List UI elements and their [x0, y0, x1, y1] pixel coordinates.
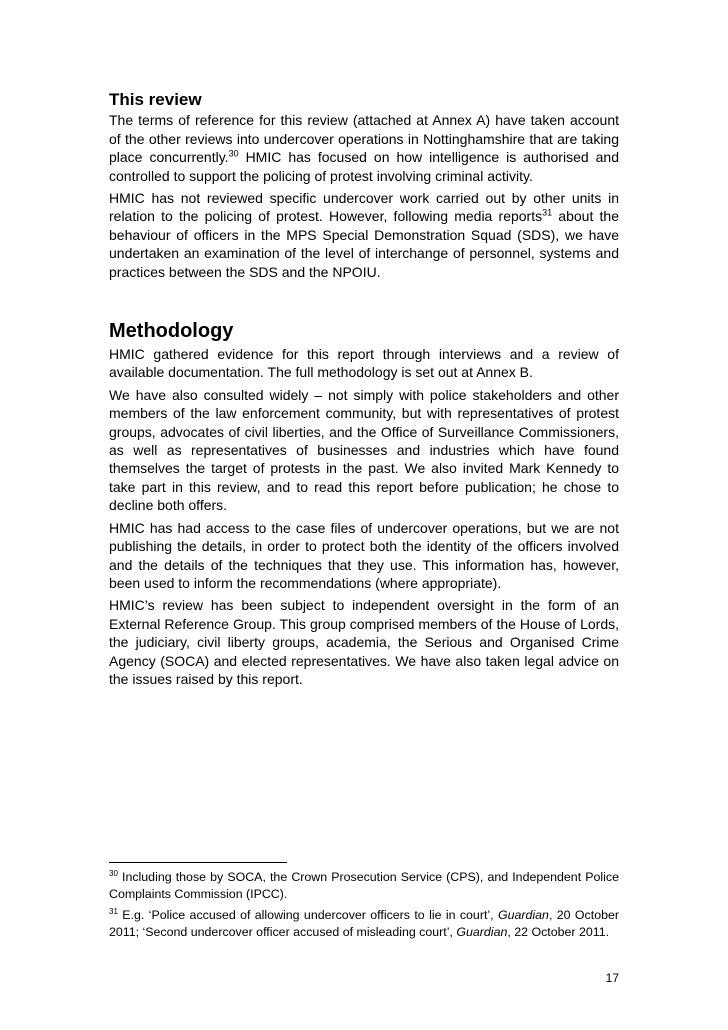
paragraph-terms-of-reference — [109, 111, 619, 185]
footnote-ref-31: 31 — [542, 207, 553, 218]
paragraph-text: about the behaviour of officers in the MPS Special Demonstration Squad (SDS), we have undertaken an examination of the level of interchange of personnel, systems and practices between the SDS and the NPOIU. — [109, 208, 619, 280]
paragraph-text: The terms of reference for this review (attached at Annex A) have taken account of the other reviews into undercover operations in Nottinghamshire that are taking place concurrently. — [109, 112, 619, 166]
footnote-text: Including those by SOCA, the Crown Prosecution Service (CPS), and Independent Police Complaints Commission (IPCC). — [109, 870, 619, 901]
footnote-number: 31 — [109, 906, 118, 916]
footnote-text: , 20 October 2011; ‘Second undercover officer accused of misleading court’, — [109, 908, 619, 939]
footnote-ref-30: 30 — [228, 148, 239, 159]
footnotes — [109, 869, 619, 945]
page-body — [109, 86, 619, 692]
paragraph-consultation: We have also consulted widely – not simply with police stakeholders and other members of the law enforcement community, but with representatives of protest groups, advocates of civil liberties, and the Office of Surveillance Commissioners, as well as representatives of businesses and industries which have found themselves the target of protests in the past. We also invited Mark Kennedy to take part in this review, and to read this report before publication; he chose to decline both offers. — [109, 386, 619, 514]
section-heading-methodology: Methodology — [109, 320, 234, 343]
footnote-separator — [109, 862, 287, 863]
footnote-30 — [109, 869, 619, 903]
footnote-31 — [109, 907, 619, 941]
publication-name: Guardian — [456, 925, 508, 939]
publication-name: Guardian — [497, 908, 549, 922]
footnote-text: E.g. ‘Police accused of allowing undercover officers to lie in court’, — [117, 908, 498, 922]
page-number: 17 — [605, 971, 619, 985]
paragraph-scope — [109, 189, 619, 281]
paragraph-oversight: HMIC’s review has been subject to independent oversight in the form of an External Reference Group. This group comprised members of the House of Lords, the judiciary, civil liberty groups, academia, the Serious and Organised Crime Agency (SOCA) and elected representatives. We have also taken legal advice on the issues raised by this report. — [109, 597, 619, 687]
footnote-text: , 22 October 2011. — [507, 925, 610, 939]
paragraph-text: HMIC has focused on how intelligence is authorised and controlled to support the policing of protest involving criminal activity. — [109, 149, 619, 184]
section-heading-this-review: This review — [109, 90, 202, 109]
paragraph-text: HMIC has not reviewed specific undercover work carried out by other units in relation to the policing of protest. However, following media reports — [109, 190, 619, 225]
paragraph-evidence: HMIC gathered evidence for this report through interviews and a review of available documentation. The full methodology is set out at Annex B. — [109, 346, 619, 381]
paragraph-case-files: HMIC has had access to the case files of undercover operations, but we are not publishing the details, in order to protect both the identity of the officers involved and the details of the techniques that they use. This information has, however, been used to inform the recommendations (where appropriate). — [109, 519, 619, 591]
footnote-number: 30 — [109, 868, 118, 878]
